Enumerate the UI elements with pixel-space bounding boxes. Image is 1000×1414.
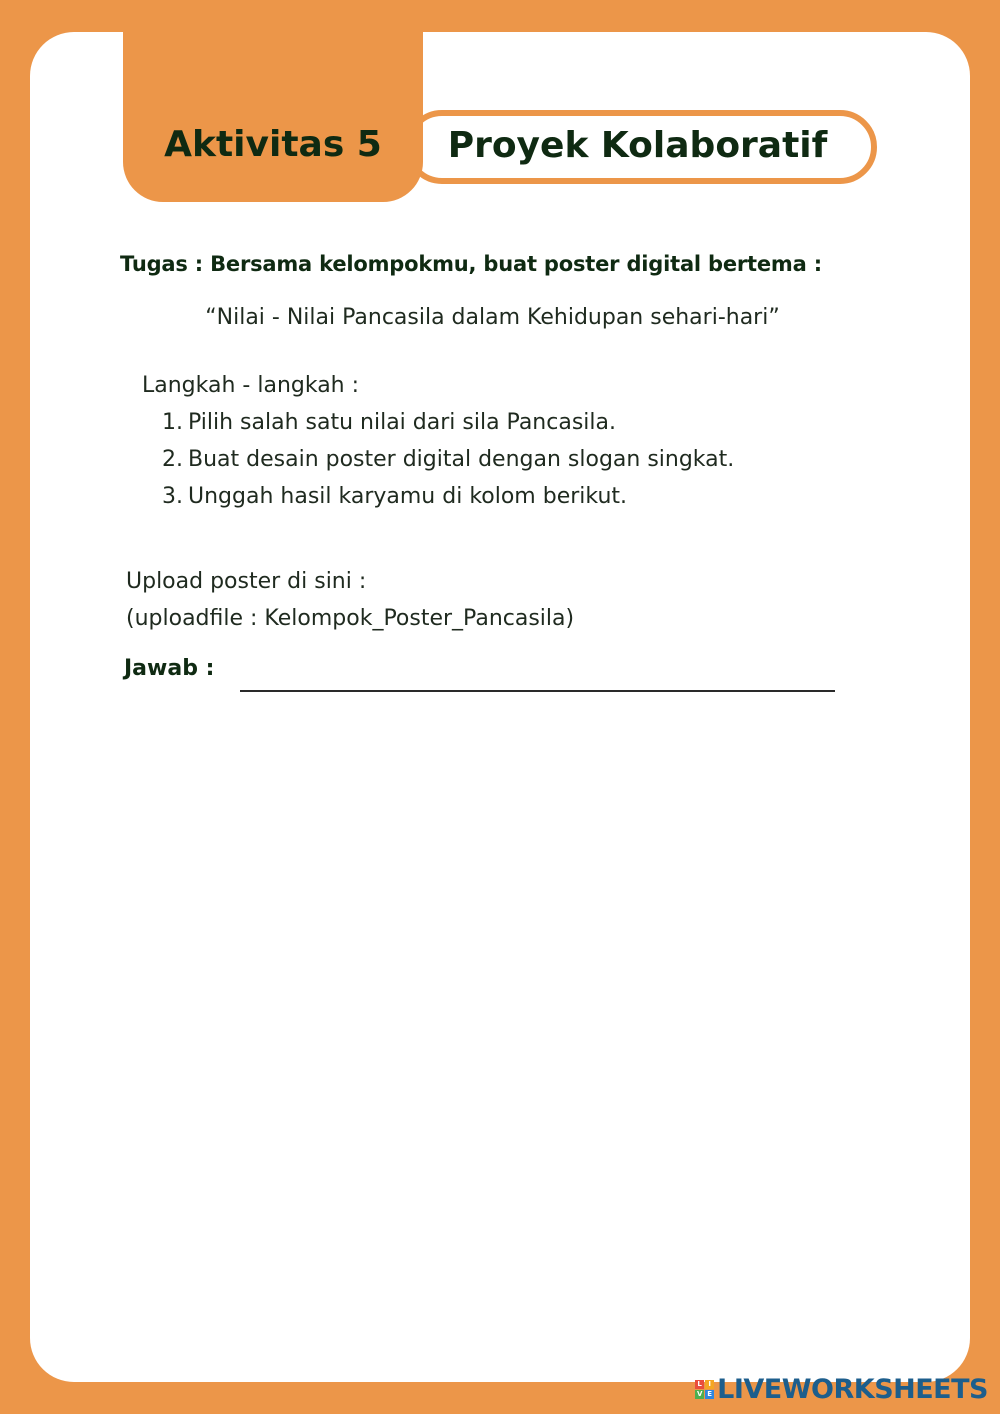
step-number: 1. <box>162 410 183 435</box>
step-item-2 <box>162 447 734 472</box>
steps-heading: Langkah - langkah : <box>142 373 360 398</box>
logo-mark-icon <box>695 1380 714 1399</box>
step-number: 2. <box>162 447 183 472</box>
step-number: 3. <box>162 484 183 509</box>
logo-letter: V <box>696 1389 703 1398</box>
task-theme: “Nilai - Nilai Pancasila dalam Kehidupan sehari-hari” <box>205 305 780 330</box>
liveworksheets-logo <box>695 1372 988 1406</box>
step-item-1 <box>162 410 616 435</box>
activity-tab-label: Aktivitas 5 <box>164 124 382 165</box>
worksheet-card <box>30 32 970 1382</box>
upload-filename: (uploadfile : Kelompok_Poster_Pancasila) <box>126 606 575 631</box>
logo-letter: E <box>705 1390 714 1399</box>
step-item-3 <box>162 484 627 509</box>
page-title: Proyek Kolaboratif <box>447 125 828 166</box>
answer-field[interactable] <box>240 690 835 692</box>
logo-text: LIVEWORKSHEETS <box>717 1373 988 1405</box>
answer-label: Jawab : <box>124 656 215 681</box>
task-instruction: Tugas : Bersama kelompokmu, buat poster digital bertema : <box>120 252 822 276</box>
step-text: Unggah hasil karyamu di kolom berikut. <box>188 484 628 509</box>
logo-letter: I <box>705 1380 714 1389</box>
upload-instruction: Upload poster di sini : <box>126 569 367 594</box>
logo-letter: L <box>695 1380 704 1389</box>
step-text: Buat desain poster digital dengan slogan singkat. <box>188 447 735 472</box>
step-text: Pilih salah satu nilai dari sila Pancasila. <box>188 410 616 435</box>
